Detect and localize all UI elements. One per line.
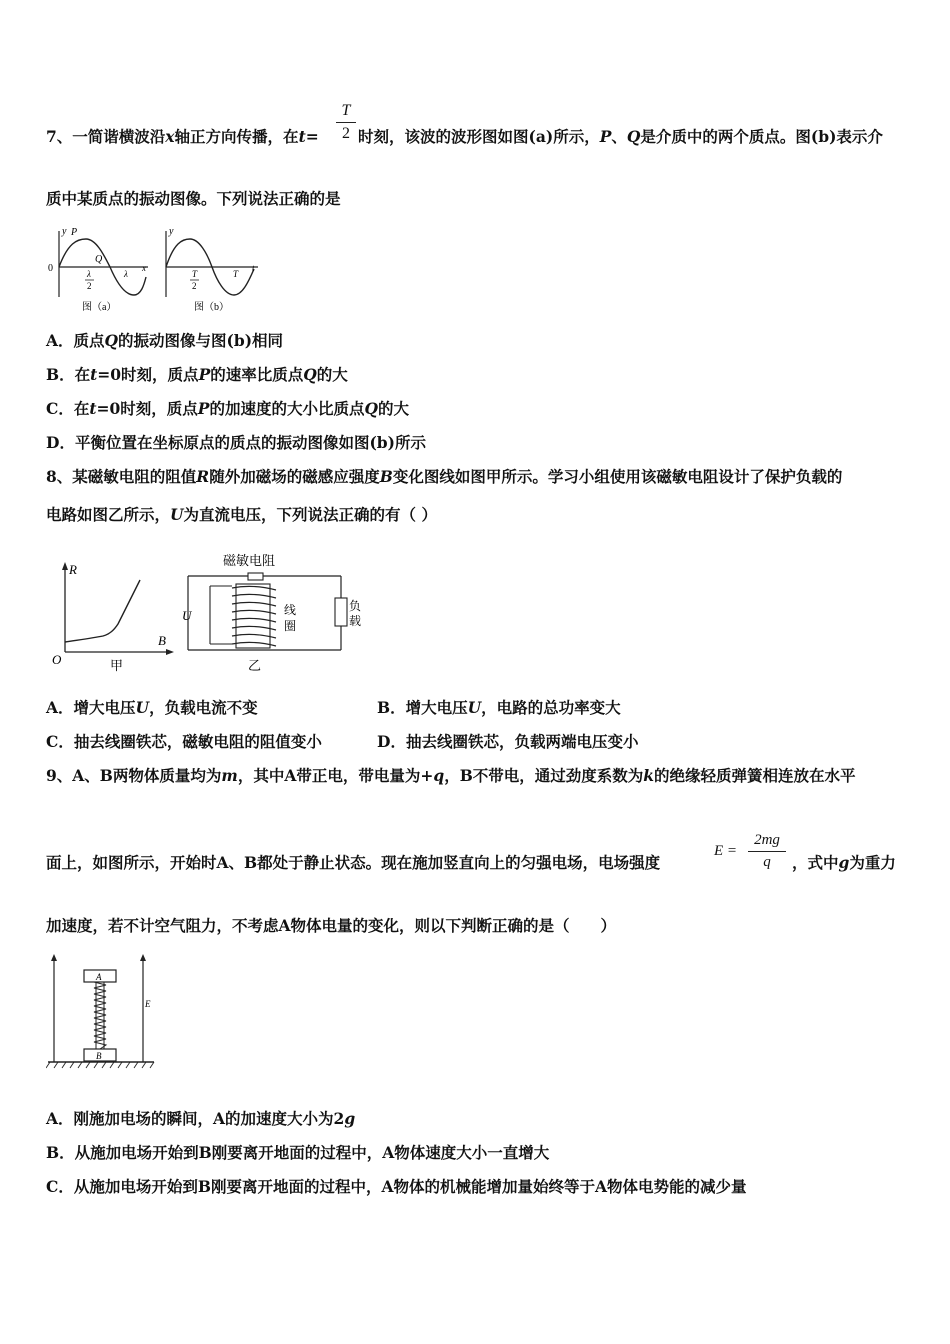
label-y: y (169, 226, 174, 237)
q8-text: 变化图线如图甲所示。学习小组使用该磁敏电阻设计了保护负载的 (392, 467, 843, 486)
figure-jia (52, 562, 174, 673)
label-magnetoresistor: 磁敏电阻 (223, 553, 276, 568)
spring (94, 982, 106, 1049)
label-O: O (52, 652, 62, 667)
R-B-curve (65, 580, 140, 642)
label-jia: 甲 (110, 658, 124, 673)
frac-numerator: T (341, 102, 351, 119)
opt-text: =0时刻，质点 (97, 365, 199, 384)
opt-text: ，负载电流不变 (149, 698, 258, 717)
opt-text: 的速率比质点 (210, 365, 304, 384)
opt-text: A．增大电压 (46, 698, 136, 717)
frac-numerator: 2mg (754, 832, 780, 848)
q7-figure-svg (44, 225, 274, 315)
label-E: E (145, 999, 151, 1009)
label-T: T (233, 269, 239, 279)
opt-text: 的振动图像与图(b)相同 (118, 331, 284, 350)
label-t: t (252, 263, 255, 273)
q9-text: ，式中 (792, 853, 839, 872)
q8-text: 电路如图乙所示， (46, 505, 171, 524)
var-B: B (379, 467, 393, 486)
caption-b: 图（b） (194, 302, 229, 313)
var-t: t (90, 365, 98, 384)
label-T-num: T (192, 269, 198, 279)
opt-text: B．增大电压 (377, 698, 468, 717)
opt-text: A．质点 (46, 331, 105, 350)
frac-denominator: 2 (342, 125, 350, 142)
q9-stem-line1 (46, 768, 856, 784)
var-U: U (135, 698, 150, 717)
label-lambda-num: λ (87, 269, 91, 279)
q7-stem-line2: 质中某质点的振动图像。下列说法正确的是 (46, 189, 341, 208)
label-B: B (158, 633, 166, 648)
q9-text: ，B不带电，通过劲度系数为 (444, 766, 644, 785)
q7-text: 7、一简谐横波沿 (46, 127, 166, 146)
var-Q: Q (303, 365, 317, 384)
var-t: t= (298, 127, 319, 146)
label-load-2: 载 (349, 614, 362, 628)
label-lambda: λ (124, 269, 128, 279)
var-Q: Q (626, 127, 641, 146)
q9-stem-line2: 面上，如图所示，开始时A、B都处于静止状态。现在施加竖直向上的匀强电场，电场强度 (46, 853, 661, 872)
figure-a (48, 226, 148, 313)
var-U: U (467, 698, 482, 717)
q8-figure-svg (48, 552, 368, 680)
q9-option-c: C．从施加电场开始到B刚要离开地面的过程中，A物体的机械能增加量始终等于A物体电势能的减少量 (46, 1177, 747, 1196)
var-Q: Q (104, 331, 119, 350)
label-U: U (182, 608, 192, 623)
label-y: y (62, 226, 67, 237)
q7-option-b (46, 367, 348, 383)
q7-option-a (46, 333, 283, 349)
ground-hatch (46, 1062, 154, 1068)
label-origin: 0 (48, 263, 53, 274)
q7-stem-line1 (46, 129, 319, 145)
opt-text: 的大 (316, 365, 348, 384)
q9-option-a (46, 1111, 355, 1127)
q9-stem-line2b (792, 855, 896, 871)
frac-denominator: q (763, 854, 771, 870)
opt-text: C．在 (46, 399, 90, 418)
q7-option-c (46, 401, 409, 417)
q7-text: 时刻，该波的波形图如图(a)所示， (358, 127, 600, 146)
label-P: P (71, 227, 78, 238)
label-coil-1: 线 (284, 603, 297, 617)
eq-lhs: E = (714, 843, 738, 859)
label-coil-2: 圈 (284, 619, 297, 633)
var-q: q (433, 766, 445, 785)
var-x: x (165, 127, 175, 146)
iron-core (236, 584, 270, 648)
q8-option-d: D．抽去线圈铁芯，负载两端电压变小 (377, 732, 639, 751)
var-R: R (196, 467, 210, 486)
q9-text: 的绝缘轻质弹簧相连放在水平 (654, 766, 856, 785)
q8-option-b (377, 700, 621, 716)
opt-text: B．在 (46, 365, 91, 384)
var-P: P (599, 127, 612, 146)
caption-a: 图（a） (82, 302, 117, 313)
label-B: B (96, 1051, 102, 1061)
var-k: k (643, 766, 655, 785)
var-U: U (170, 505, 184, 524)
var-P: P (198, 365, 211, 384)
magnetoresistor (248, 573, 263, 580)
var-g: g (344, 1109, 356, 1128)
q9-stem-line3: 加速度，若不计空气阻力，不考虑A物体电量的变化，则以下判断正确的是（ ） (46, 916, 617, 935)
q7-text: 是介质中的两个质点。图(b)表示介 (640, 127, 883, 146)
q9-figure (46, 952, 158, 1078)
var-Q: Q (364, 399, 378, 418)
label-yi: 乙 (248, 658, 262, 673)
var-t: t (89, 399, 97, 418)
label-load-1: 负 (349, 599, 362, 613)
label-Q: Q (95, 254, 103, 265)
opt-text: A．刚施加电场的瞬间，A的加速度大小为2 (46, 1109, 345, 1128)
q9-figure-svg (46, 952, 158, 1074)
q7-stem-line1b (358, 129, 883, 145)
opt-text: ，电路的总功率变大 (481, 698, 621, 717)
q7-figure (44, 225, 274, 319)
q8-text: 8、某磁敏电阻的阻值 (46, 467, 197, 486)
q8-stem-line1 (46, 469, 842, 485)
q9-text: 为重力 (849, 853, 896, 872)
figure-yi (182, 553, 361, 673)
opt-text: 的加速度的大小比质点 (209, 399, 365, 418)
q7-text: 、 (611, 127, 627, 146)
q8-figure (48, 552, 368, 684)
label-lambda-den: 2 (87, 281, 92, 291)
var-P: P (197, 399, 210, 418)
q8-text: 为直流电压，下列说法正确的有（ ） (183, 505, 437, 524)
opt-text: =0时刻，质点 (96, 399, 198, 418)
figure-b (166, 226, 258, 313)
label-x: x (142, 263, 146, 273)
q9-option-b: B．从施加电场开始到B刚要离开地面的过程中，A物体速度大小一直增大 (46, 1143, 550, 1162)
q8-option-a (46, 700, 258, 716)
label-A: A (96, 972, 102, 982)
q9-text: 9、A、B两物体质量均为 (46, 766, 222, 785)
label-T-den: 2 (192, 281, 197, 291)
q7-fraction (336, 102, 356, 143)
q8-option-c: C．抽去线圈铁芯，磁敏电阻的阻值变小 (46, 732, 322, 751)
load-resistor (335, 598, 347, 626)
q8-stem-line2 (46, 507, 437, 523)
q7-option-d: D．平衡位置在坐标原点的质点的振动图像如图(b)所示 (46, 433, 426, 452)
var-g: g (838, 853, 850, 872)
q8-text: 随外加磁场的磁感应强度 (209, 467, 380, 486)
var-m: m (221, 766, 238, 785)
q9-text: ，其中A带正电，带电量为+ (237, 766, 434, 785)
label-R: R (69, 562, 77, 577)
q7-text: 轴正方向传播，在 (174, 127, 299, 146)
opt-text: 的大 (377, 399, 409, 418)
